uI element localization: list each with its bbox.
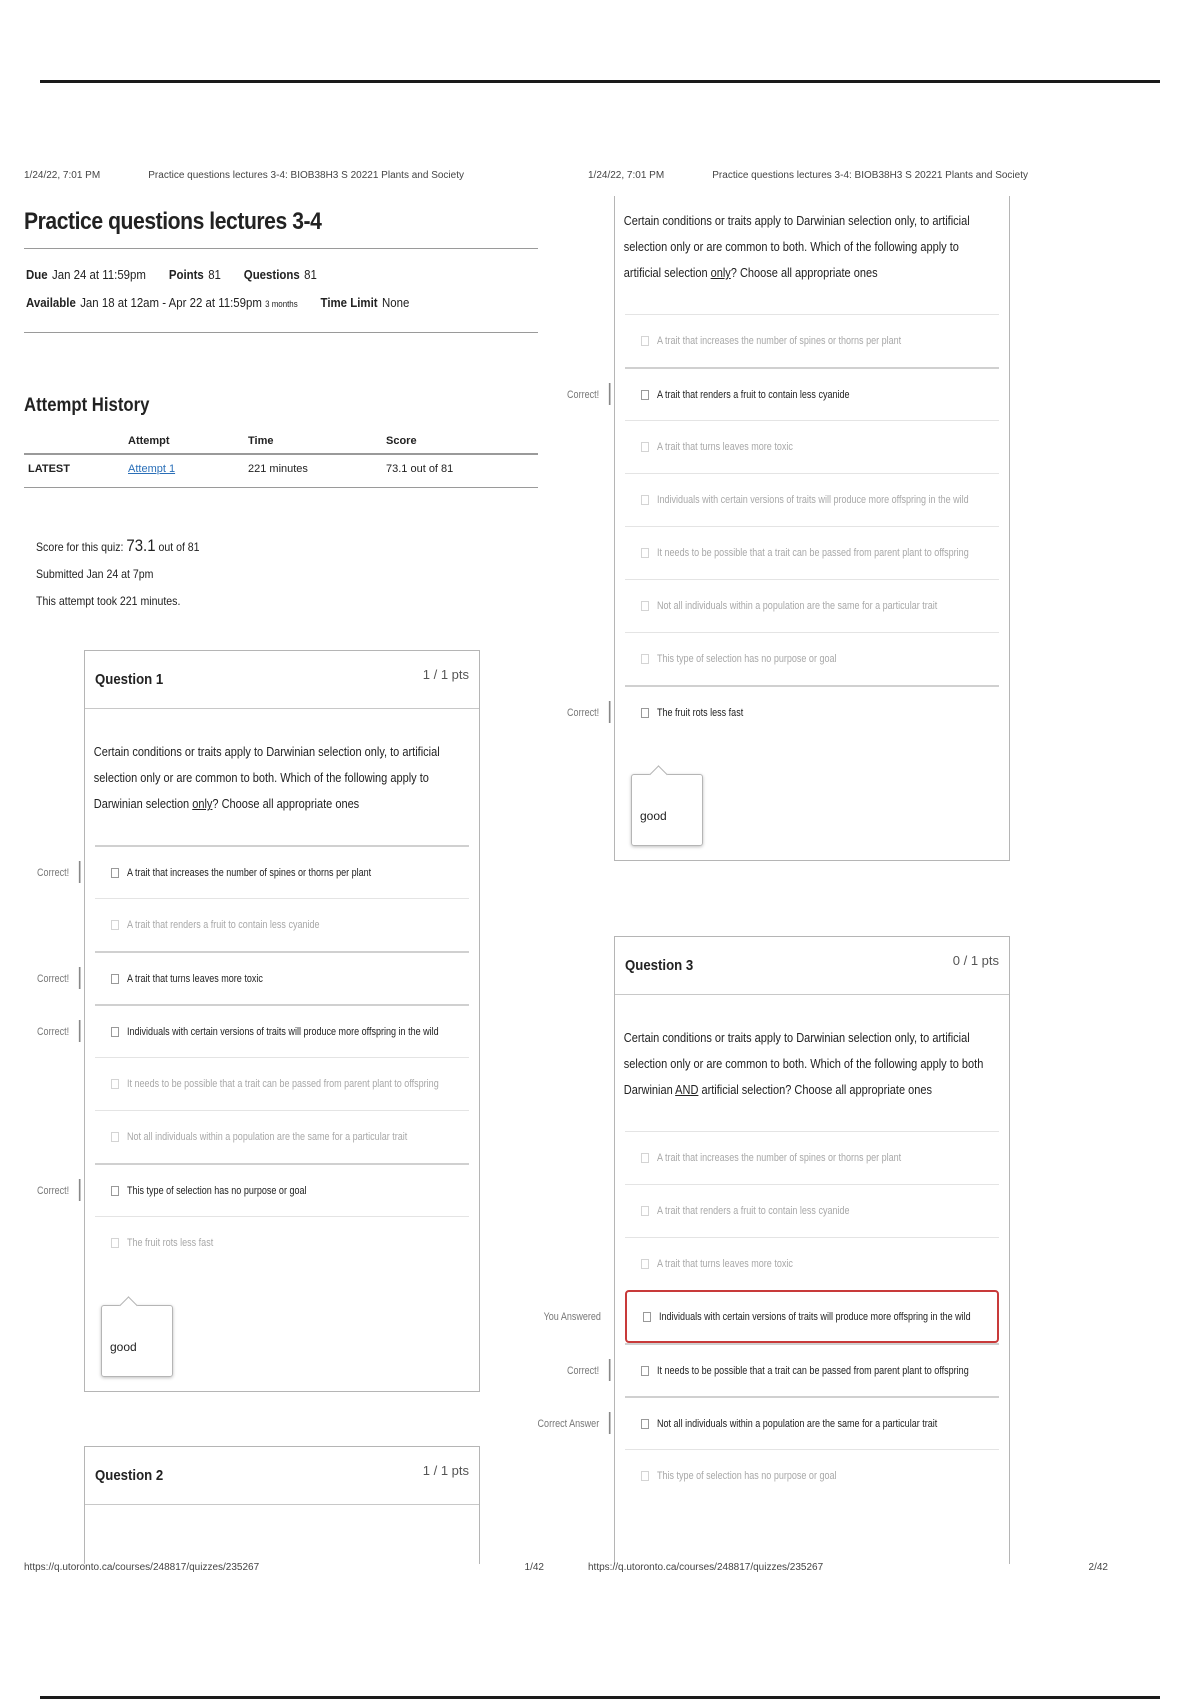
page-footer (24, 1562, 544, 1573)
question-text-emphasis: only (710, 266, 731, 280)
answer-option[interactable] (625, 632, 999, 685)
checkbox[interactable] (641, 1366, 649, 1376)
correct-marker: Correct! (36, 866, 69, 879)
answer-label: It needs to be possible that a trait can be passed from parent plant to offspring (657, 547, 969, 559)
question-text-part: Certain conditions or traits apply to Darwinian selection only, to artificial selection only or are common to both. Which of the following apply to artificial selection (623, 214, 970, 280)
answer-option-selected-wrong[interactable] (543, 1290, 999, 1343)
answer-label: This type of selection has no purpose or goal (657, 653, 837, 665)
you-answered-marker: You Answered (543, 1310, 601, 1323)
checkbox[interactable] (111, 974, 119, 984)
answer-option[interactable] (95, 1216, 469, 1269)
attempt-time: 221 minutes (244, 454, 382, 488)
question-2-continued (566, 196, 1010, 861)
answer-option[interactable] (537, 1396, 999, 1449)
answer-label: This type of selection has no purpose or goal (127, 1184, 307, 1197)
attempt-link[interactable]: Attempt 1 (128, 463, 176, 475)
due-label: Due (26, 267, 48, 282)
checkbox[interactable] (643, 1312, 651, 1322)
answer-label: A trait that turns leaves more toxic (657, 1258, 793, 1270)
question-points: 1 / 1 pts (422, 667, 469, 682)
answer-option[interactable] (625, 420, 999, 473)
latest-tag: LATEST (24, 454, 124, 488)
answer-option[interactable] (36, 1004, 469, 1057)
question-2 (84, 1446, 480, 1564)
time-limit-label: Time Limit (320, 295, 378, 310)
score-prefix: Score for this quiz: (36, 540, 124, 554)
header-date: 1/24/22, 7:01 PM (588, 170, 665, 181)
header-date: 1/24/22, 7:01 PM (24, 170, 101, 181)
question-text-part: artificial selection? Choose all appropriate ones (698, 1083, 932, 1097)
checkbox[interactable] (641, 1259, 649, 1269)
footer-url: https://q.utoronto.ca/courses/248817/quizzes/235267 (588, 1562, 824, 1573)
question-text-part: ? Choose all appropriate ones (212, 797, 360, 811)
answer-label: A trait that turns leaves more toxic (657, 441, 793, 453)
answer-option[interactable] (36, 845, 469, 898)
answer-label: This type of selection has no purpose or goal (657, 1470, 837, 1482)
top-rule (40, 80, 1160, 83)
quiz-details-row-1 (26, 261, 475, 289)
answer-option[interactable] (36, 951, 469, 1004)
correct-marker: Correct! (36, 1025, 69, 1038)
checkbox[interactable] (111, 1238, 119, 1248)
checkbox[interactable] (111, 1132, 119, 1142)
answer-option[interactable] (36, 1163, 469, 1216)
question-header (85, 651, 479, 709)
answer-label: It needs to be possible that a trait can be passed from parent plant to offspring (657, 1364, 969, 1377)
correct-answer-marker: Correct Answer (537, 1417, 599, 1430)
available-label: Available (26, 295, 76, 310)
comment-bubble: good (101, 1305, 173, 1377)
answer-label: It needs to be possible that a trait can be passed from parent plant to offspring (127, 1078, 439, 1090)
attempt-history-table (24, 431, 538, 488)
answer-option[interactable] (625, 314, 999, 367)
question-1 (36, 650, 480, 1392)
column-header: Score (382, 431, 538, 454)
quiz-details (24, 248, 538, 333)
checkbox[interactable] (641, 1206, 649, 1216)
column-header (24, 431, 124, 454)
score-line (36, 532, 501, 561)
time-limit-value: None (381, 295, 410, 310)
attempt-history-title: Attempt History (24, 395, 150, 416)
question-text-part: Certain conditions or traits apply to Darwinian selection only, to artificial selection only or are common to both. Which of the following apply to Darwinian selection (93, 745, 440, 811)
question-header (615, 937, 1009, 995)
checkbox[interactable] (641, 495, 649, 505)
checkbox[interactable] (111, 1027, 119, 1037)
checkbox[interactable] (641, 1471, 649, 1481)
question-text-part: ? Choose all appropriate ones (730, 266, 878, 280)
checkbox[interactable] (641, 601, 649, 611)
question-header (85, 1447, 479, 1505)
header-title: Practice questions lectures 3-4: BIOB38H3 S 20221 Plants and Society (148, 170, 464, 181)
footer-page-number: 2/42 (1088, 1562, 1108, 1573)
answer-label: Not all individuals within a population are the same for a particular trait (127, 1131, 408, 1143)
answer-label: Individuals with certain versions of traits will produce more offspring in the wild (657, 494, 969, 506)
correct-marker: Correct! (566, 706, 599, 719)
answer-list (36, 845, 469, 1269)
question-text-emphasis: AND (675, 1083, 699, 1097)
questions-value: 81 (304, 267, 317, 282)
correct-marker: Correct! (36, 972, 69, 985)
answer-label: A trait that renders a fruit to contain less cyanide (657, 1205, 850, 1217)
score-suffix: out of 81 (158, 540, 200, 554)
correct-marker: Correct! (36, 1184, 69, 1197)
checkbox[interactable] (111, 1186, 119, 1196)
column-header: Time (244, 431, 382, 454)
answer-option[interactable] (625, 1131, 999, 1184)
answer-option[interactable] (566, 1343, 999, 1396)
column-header: Attempt (124, 431, 244, 454)
page-header (24, 170, 564, 184)
answer-label: Individuals with certain versions of traits will produce more offspring in the wild (127, 1025, 439, 1038)
duration-line: This attempt took 221 minutes. (36, 594, 181, 608)
table-header-row (24, 431, 538, 454)
correct-marker: Correct! (566, 1364, 599, 1377)
answer-option[interactable] (625, 526, 999, 579)
question-3 (537, 936, 1010, 1564)
checkbox[interactable] (641, 548, 649, 558)
answer-option[interactable] (625, 1237, 999, 1290)
page-header (588, 170, 1128, 184)
attempt-score: 73.1 out of 81 (382, 454, 538, 488)
footer-page-number: 1/42 (524, 1562, 544, 1573)
question-points: 1 / 1 pts (422, 1463, 469, 1478)
answer-option[interactable] (95, 898, 469, 951)
checkbox[interactable] (641, 336, 649, 346)
answer-label: A trait that turns leaves more toxic (127, 972, 263, 985)
checkbox[interactable] (111, 868, 119, 878)
answer-option[interactable] (95, 1057, 469, 1110)
points-label: Points (168, 267, 204, 282)
question-name: Question 3 (625, 957, 694, 974)
answer-option[interactable] (625, 1449, 999, 1502)
answer-list (537, 1131, 999, 1502)
answer-label: A trait that renders a fruit to contain less cyanide (657, 388, 850, 401)
quiz-title: Practice questions lectures 3-4 (24, 208, 322, 235)
answer-option[interactable] (95, 1110, 469, 1163)
due-value: Jan 24 at 11:59pm (52, 267, 146, 282)
points-value: 81 (208, 267, 221, 282)
question-name: Question 1 (95, 671, 164, 688)
page-footer (588, 1562, 1108, 1573)
answer-label: A trait that increases the number of spines or thorns per plant (657, 1152, 902, 1164)
question-text-part: Certain conditions or traits apply to Darwinian selection only, to artificial selection only or are common to both. Which of the following apply to both Darwinian (623, 1031, 984, 1097)
table-row (24, 454, 538, 488)
score-value: 73.1 (126, 536, 156, 555)
submitted-line: Submitted Jan 24 at 7pm (36, 567, 154, 581)
answer-label: The fruit rots less fast (127, 1237, 214, 1249)
checkbox[interactable] (641, 1419, 649, 1429)
comment-bubble: good (631, 774, 703, 846)
question-text-emphasis: only (192, 797, 213, 811)
question-text (85, 709, 472, 835)
question-name: Question 2 (95, 1467, 164, 1484)
answer-option[interactable] (625, 473, 999, 526)
quiz-details-row-2 (26, 289, 475, 318)
checkbox[interactable] (111, 1079, 119, 1089)
question-text (615, 995, 1002, 1121)
header-title: Practice questions lectures 3-4: BIOB38H3 S 20221 Plants and Society (712, 170, 1028, 181)
checkbox[interactable] (641, 654, 649, 664)
answer-label: Not all individuals within a population are the same for a particular trait (657, 1417, 938, 1430)
question-text (615, 196, 1002, 304)
answer-option[interactable] (566, 685, 999, 738)
checkbox[interactable] (641, 390, 649, 400)
available-duration: 3 months (265, 299, 298, 309)
answer-option[interactable] (625, 579, 999, 632)
answer-option[interactable] (625, 1184, 999, 1237)
questions-label: Questions (243, 267, 300, 282)
answer-label: The fruit rots less fast (657, 706, 744, 719)
correct-marker: Correct! (566, 388, 599, 401)
checkbox[interactable] (641, 1153, 649, 1163)
answer-option[interactable] (566, 367, 999, 420)
answer-list (566, 314, 999, 738)
checkbox[interactable] (111, 920, 119, 930)
score-summary (36, 532, 501, 615)
footer-url: https://q.utoronto.ca/courses/248817/quizzes/235267 (24, 1562, 260, 1573)
available-value: Jan 18 at 12am - Apr 22 at 11:59pm (80, 295, 262, 310)
checkbox[interactable] (641, 442, 649, 452)
pdf-page-1 (24, 170, 564, 1573)
pdf-page-2 (537, 170, 1128, 1573)
question-points: 0 / 1 pts (952, 953, 999, 968)
checkbox[interactable] (641, 708, 649, 718)
answer-label: A trait that increases the number of spines or thorns per plant (657, 335, 902, 347)
answer-label: Individuals with certain versions of traits will produce more offspring in the wild (659, 1310, 971, 1323)
answer-label: A trait that increases the number of spines or thorns per plant (127, 866, 372, 879)
bottom-rule (40, 1696, 1160, 1699)
answer-label: Not all individuals within a population are the same for a particular trait (657, 600, 938, 612)
answer-label: A trait that renders a fruit to contain less cyanide (127, 919, 320, 931)
